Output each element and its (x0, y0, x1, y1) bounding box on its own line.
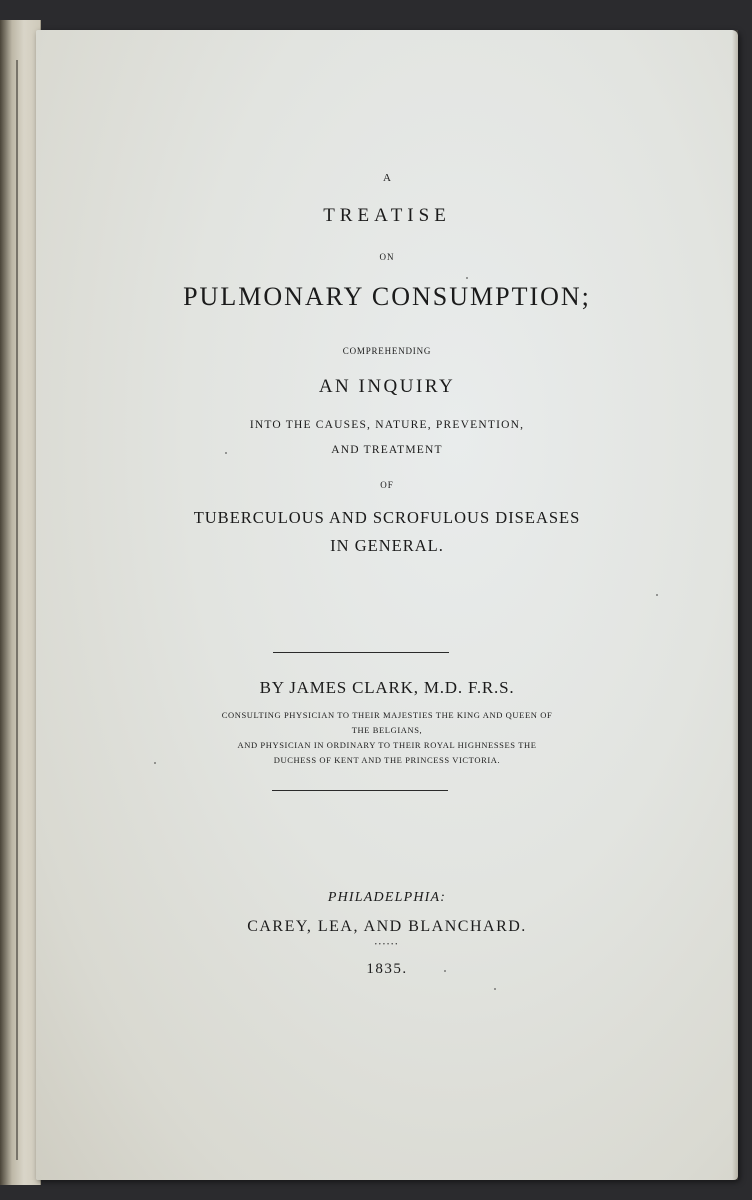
credentials-line-1: CONSULTING PHYSICIAN TO THEIR MAJESTIES THE KING AND QUEEN OF (221, 710, 553, 720)
inquiry-heading: AN INQUIRY (318, 376, 456, 397)
imprint-ornament: •••••• (374, 942, 400, 948)
title-subject: PULMONARY CONSUMPTION; (183, 282, 591, 311)
paper-speck (466, 277, 468, 279)
page-edge-shadow (732, 30, 738, 1180)
imprint-place: PHILADELPHIA: (327, 890, 447, 905)
comprehending-label: COMPREHENDING (342, 346, 432, 356)
paper-speck (444, 970, 446, 972)
credentials-line-4: DUCHESS OF KENT AND THE PRINCESS VICTORIA. (273, 755, 501, 765)
subtitle-causes-line: INTO THE CAUSES, NATURE, PREVENTION, (249, 419, 525, 431)
spine-gutter-line (16, 60, 18, 1160)
title-on: ON (379, 252, 395, 262)
paper-speck (494, 988, 496, 990)
imprint-year: 1835. (366, 961, 408, 977)
title-page (36, 30, 738, 1180)
author-line: BY JAMES CLARK, M.D. F.R.S. (259, 678, 515, 697)
subtitle-of: OF (380, 480, 394, 490)
title-article: A (383, 172, 391, 184)
subtitle-diseases-line: TUBERCULOUS AND SCROFULOUS DISEASES (193, 508, 581, 527)
credentials-line-3: AND PHYSICIAN IN ORDINARY TO THEIR ROYAL HIGHNESSES THE (237, 740, 537, 750)
paper-speck (225, 452, 227, 454)
subtitle-treatment-line: AND TREATMENT (331, 444, 443, 456)
divider-rule-bottom (272, 790, 448, 791)
paper-speck (656, 594, 658, 596)
subtitle-general-line: IN GENERAL. (330, 536, 444, 555)
imprint-publisher: CAREY, LEA, AND BLANCHARD. (247, 918, 527, 935)
divider-rule-top (273, 652, 449, 653)
title-treatise: TREATISE (323, 205, 451, 226)
paper-speck (154, 762, 156, 764)
credentials-line-2: THE BELGIANS, (351, 725, 423, 735)
book-spine (0, 20, 41, 1185)
